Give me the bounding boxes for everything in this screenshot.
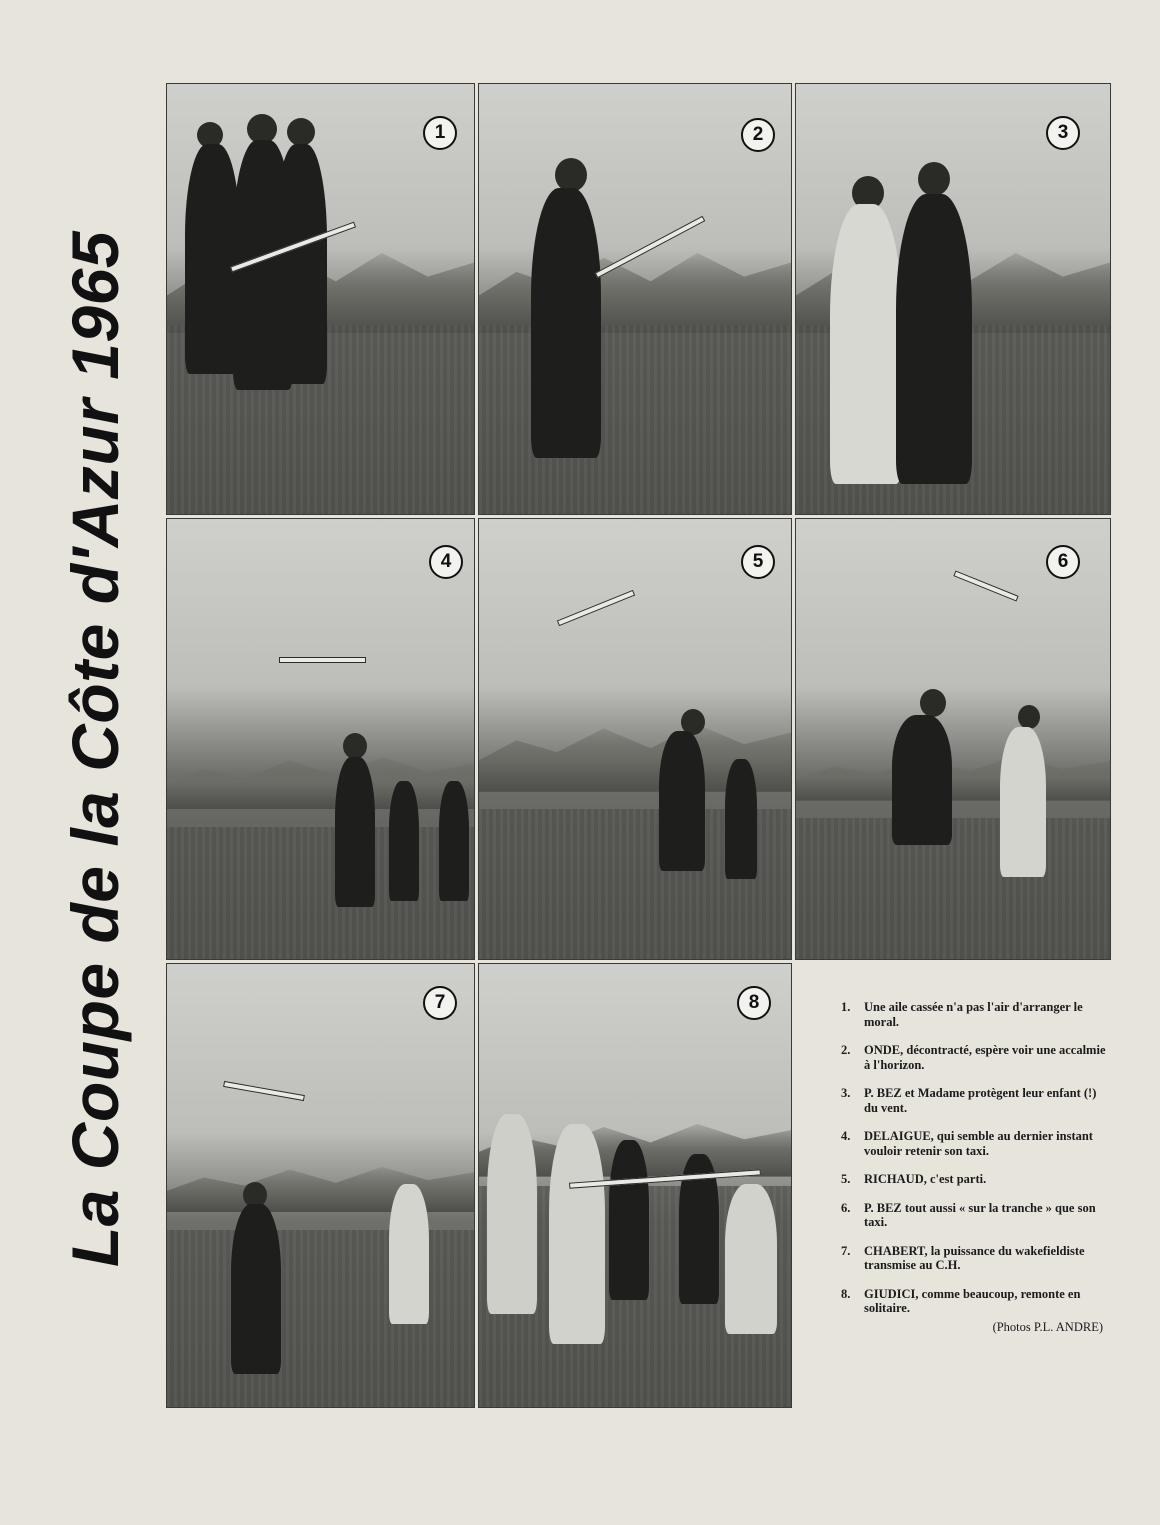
photo-background [167,748,474,810]
page-title: La Coupe de la Côte d'Azur 1965 [58,230,132,1268]
title-column [40,84,150,1414]
photo-1 [167,84,474,514]
photo-ground [479,325,791,514]
photo-number-badge: 1 [423,116,457,150]
caption-item [835,1172,1107,1187]
photo-number-badge: 6 [1046,545,1080,579]
photo-number-badge: 2 [741,118,775,152]
caption-number: 1. [841,1000,851,1014]
person-figure [725,1184,777,1334]
person-figure [896,194,972,484]
person-head [918,162,950,196]
photo-7 [167,964,474,1407]
caption-text: DELAIGUE, qui semble au dernier instant vouloir retenir son taxi. [864,1129,1093,1158]
caption-number: 6. [841,1200,851,1215]
caption-item [835,1201,1107,1230]
photo-2 [479,84,791,514]
person-figure [231,1204,281,1374]
caption-item [835,1129,1107,1158]
person-figure [892,715,952,845]
person-figure [389,781,419,901]
person-figure [185,144,240,374]
person-figure [659,731,705,871]
model-glider [223,1081,305,1101]
person-figure [275,144,327,384]
person-head [287,118,315,146]
caption-text: P. BEZ et Madame protègent leur enfant (!) du vent. [864,1086,1097,1115]
caption-number: 8. [841,1286,851,1301]
person-figure [487,1114,537,1314]
person-figure [830,204,902,484]
photo-8 [479,964,791,1407]
photo-background [796,748,1110,801]
caption-list [835,1000,1107,1334]
photo-4 [167,519,474,959]
person-figure [389,1184,429,1324]
photo-ground [796,818,1110,959]
person-figure [549,1124,605,1344]
caption-number: 3. [841,1086,851,1100]
photo-6 [796,519,1110,959]
photo-number-badge: 5 [741,545,775,579]
caption-item [835,1244,1107,1273]
model-glider [557,590,635,626]
photo-number-badge: 4 [429,545,463,579]
photo-3 [796,84,1110,514]
caption-text: GIUDICI, comme beaucoup, remonte en solitaire. [864,1286,1081,1315]
caption-text: P. BEZ tout aussi « sur la tranche » que son taxi. [864,1200,1096,1229]
person-head [555,158,587,192]
caption-number: 4. [841,1129,851,1143]
photo-ground [167,827,474,959]
person-head [1018,705,1040,729]
person-head [920,689,946,717]
model-glider [953,570,1018,601]
caption-text: CHABERT, la puissance du wakefieldiste transmise au C.H. [864,1243,1085,1272]
caption-item [835,1287,1107,1316]
caption-number: 2. [841,1043,851,1057]
caption-item [835,1043,1107,1072]
photo-number-badge: 3 [1046,116,1080,150]
photo-5 [479,519,791,959]
person-figure [439,781,469,901]
photo-number-badge: 8 [737,986,771,1020]
caption-number: 5. [841,1172,851,1186]
caption-text: Une aile cassée n'a pas l'air d'arranger le moral. [864,1000,1083,1029]
caption-number: 7. [841,1243,851,1258]
person-head [343,733,367,759]
model-glider [279,657,366,663]
person-figure [1000,727,1046,877]
photo-credit: (Photos P.L. ANDRE) [992,1319,1103,1334]
caption-item [835,1000,1107,1029]
caption-text: RICHAUD, c'est parti. [864,1172,987,1186]
caption-item [835,1086,1107,1115]
person-figure [531,188,601,458]
person-figure [609,1140,649,1300]
photo-background [167,1159,474,1212]
photo-number-badge: 7 [423,986,457,1020]
caption-text: ONDE, décontracté, espère voir une accalmie à l'horizon. [864,1043,1106,1072]
person-figure [725,759,757,879]
person-figure [335,757,375,907]
